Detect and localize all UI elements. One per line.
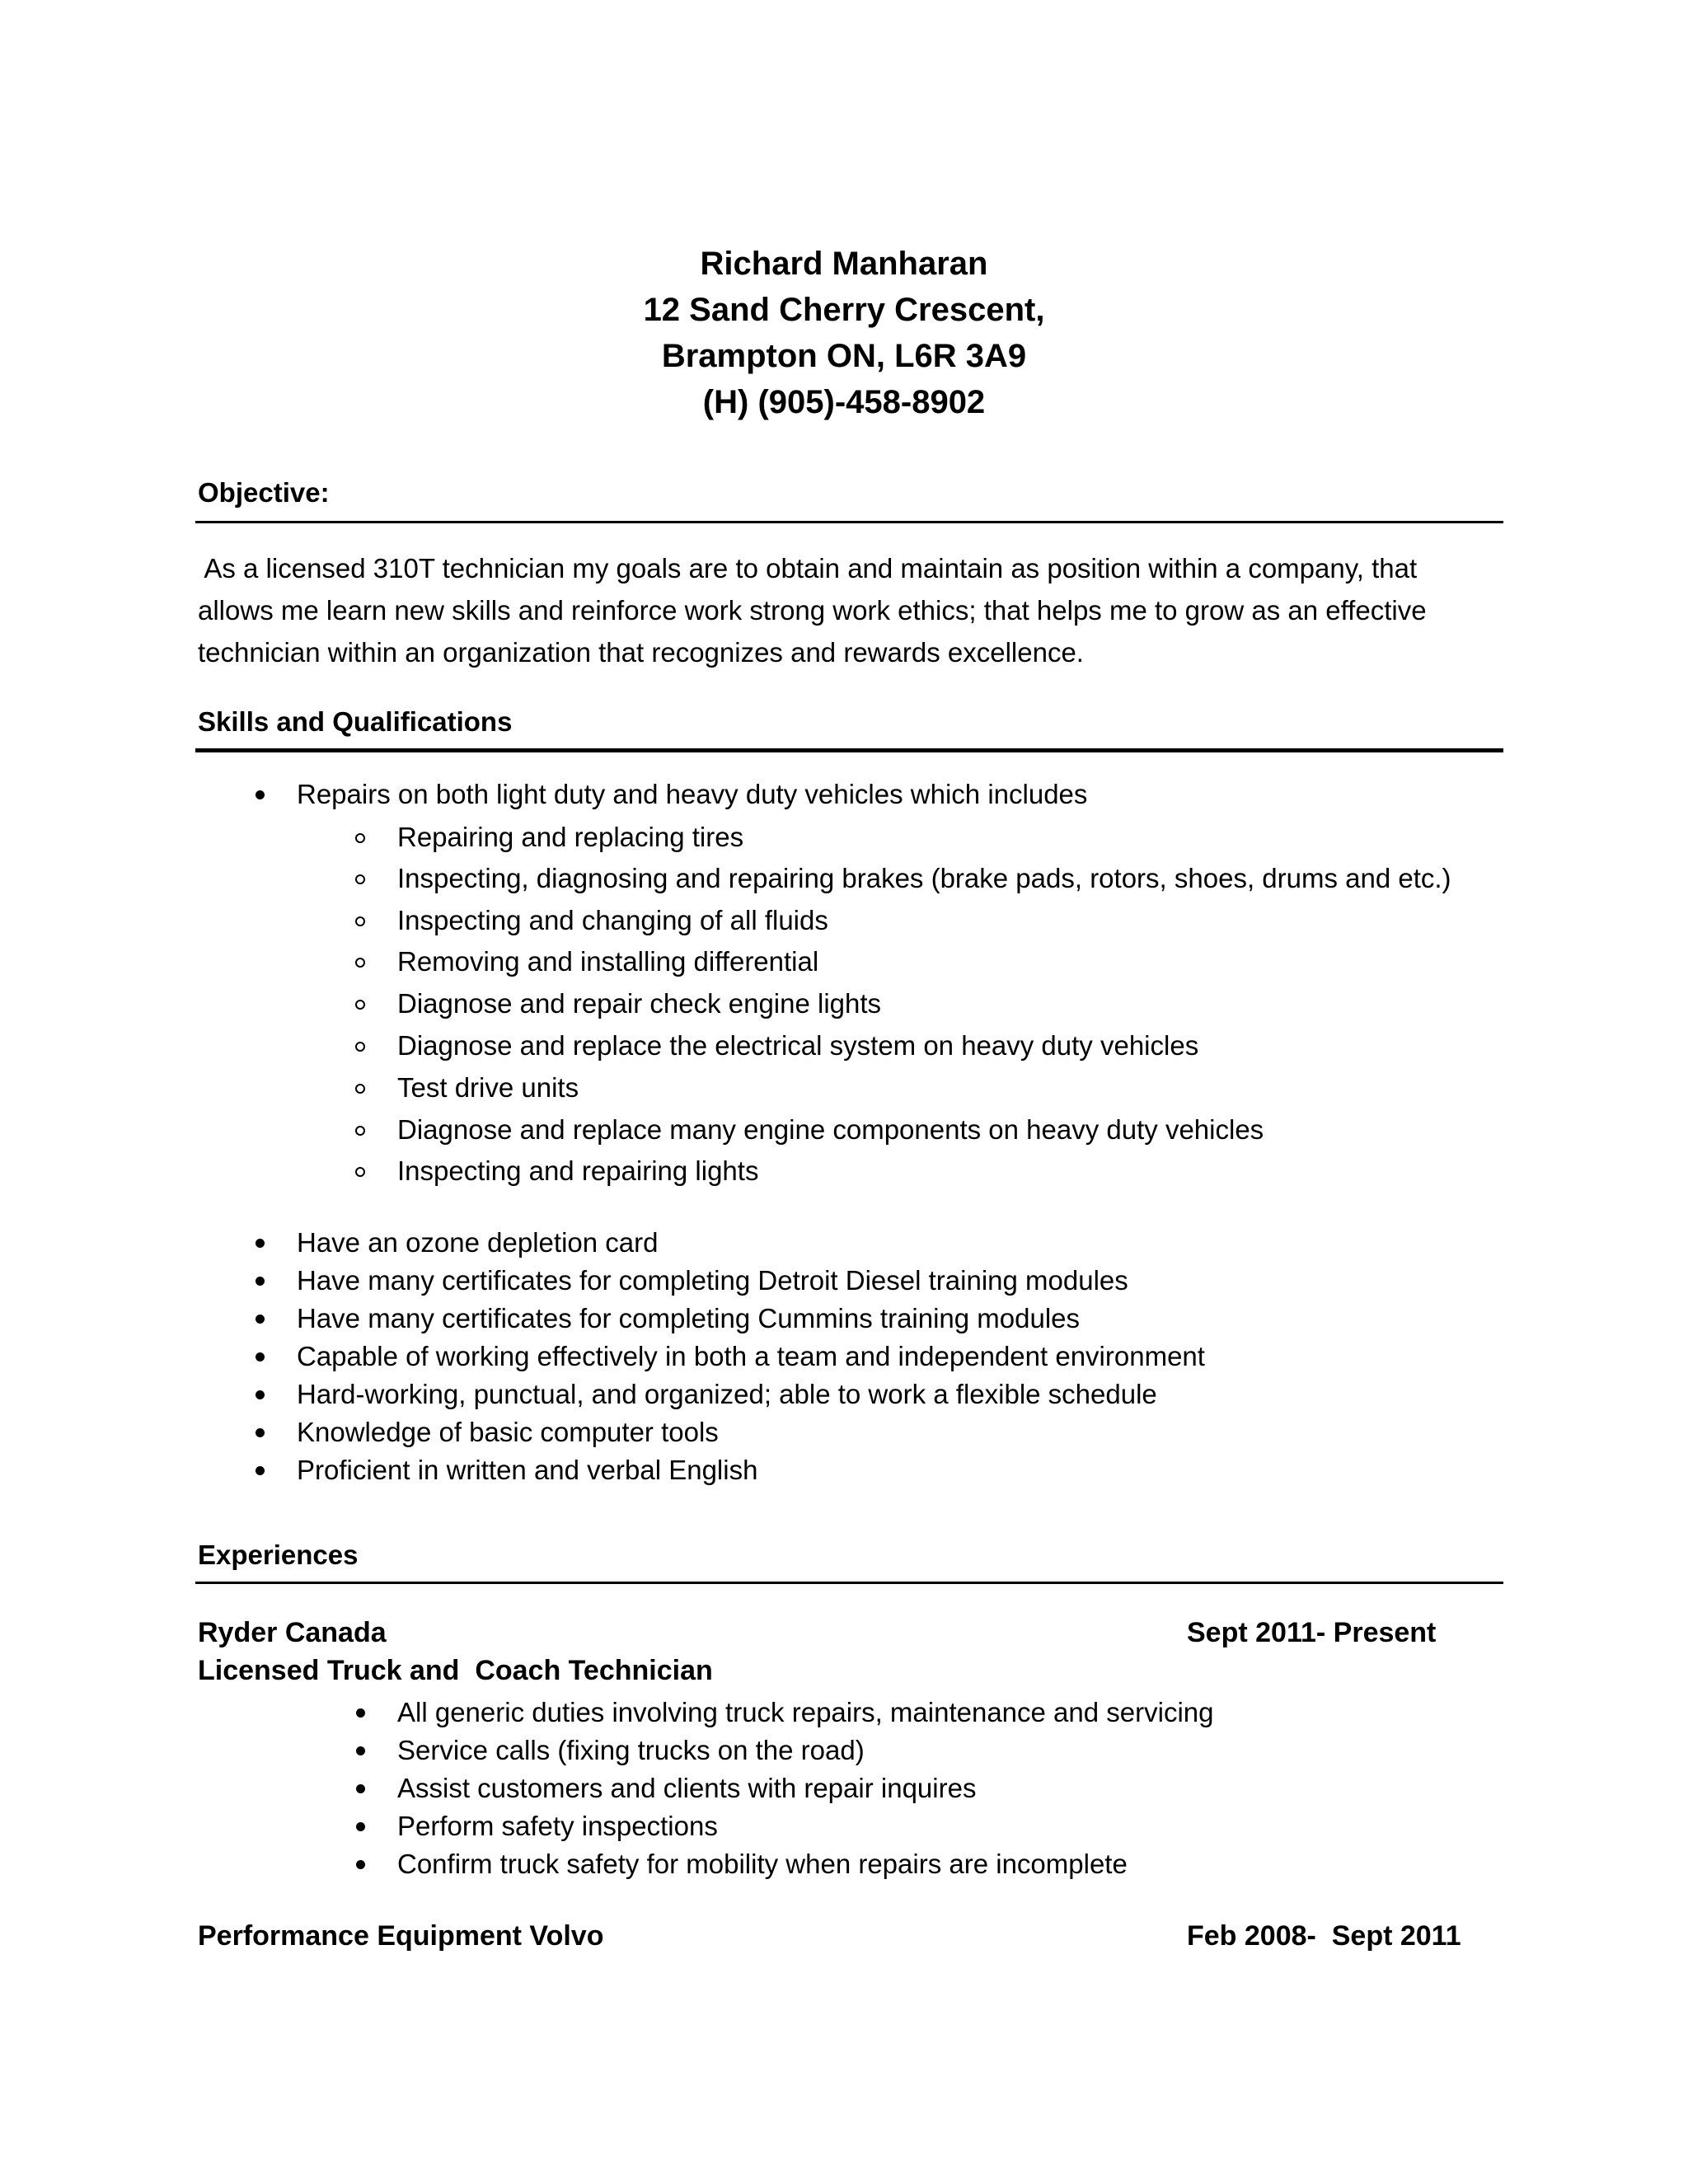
bullet-icon (256, 1428, 265, 1437)
job-dates: Feb 2008- Sept 2011 (1187, 1920, 1461, 1952)
address-line-2: Brampton ON, L6R 3A9 (661, 338, 1027, 374)
bullet-icon (256, 1277, 265, 1286)
job-company: Ryder Canada (198, 1617, 387, 1648)
circle-bullet-icon (355, 1000, 365, 1010)
bullet-icon (256, 790, 265, 799)
experiences-heading: Experiences (198, 1540, 359, 1570)
bullet-icon (256, 1466, 265, 1475)
bullet-icon (256, 1315, 265, 1324)
objective-paragraph (198, 547, 1508, 673)
skills-heading: Skills and Qualifications (198, 706, 513, 737)
circle-bullet-icon (355, 958, 365, 968)
objective-heading: Objective: (198, 477, 330, 508)
circle-bullet-icon (355, 1126, 365, 1136)
job-role: Licensed Truck and Coach Technician (198, 1655, 713, 1686)
bullet-icon (356, 1784, 365, 1793)
objective-line: technician within an organization that recognizes and rewards excellence. (198, 637, 1084, 668)
candidate-name: Richard Manharan (700, 246, 988, 282)
objective-line: As a licensed 310T technician my goals are to obtain and maintain as position within a company, that (198, 553, 1418, 583)
bullet-icon (356, 1860, 365, 1869)
objective-divider (195, 521, 1503, 523)
phone-number: (H) (905)-458-8902 (702, 384, 986, 420)
circle-bullet-icon (355, 833, 365, 843)
circle-bullet-icon (355, 874, 365, 884)
circle-bullet-icon (355, 916, 365, 926)
bullet-icon (256, 1352, 265, 1361)
bullet-icon (356, 1746, 365, 1755)
bullet-icon (356, 1708, 365, 1718)
circle-bullet-icon (355, 1084, 365, 1094)
circle-bullet-icon (355, 1167, 365, 1177)
resume-header (0, 241, 1688, 425)
address-line-1: 12 Sand Cherry Crescent, (643, 292, 1045, 328)
bullet-icon (256, 1239, 265, 1248)
bullet-icon (256, 1390, 265, 1399)
bullet-icon (356, 1822, 365, 1831)
job-dates: Sept 2011- Present (1187, 1617, 1437, 1648)
objective-line: allows me learn new skills and reinforce work strong work ethics; that helps me to grow as an effective (198, 595, 1427, 626)
resume-page: Richard Manharan 12 Sand Cherry Crescent, Brampton ON, L6R 3A9 (H) (905)-458-8902 Objective: As a licensed 310T technician my goals are to obtain and maintain as position within a company, that allows me learn new skills and reinforce work strong work ethics; that helps me to grow as an effective technician within an organization that recognizes and rewards excellence. Skills and Qualifications Repairs on both light duty and heavy duty vehicles which includes Repairing and replacing tires Inspecting, diagnosing and repairing brakes (brake pads, rotors, shoes, drums and etc.) Inspecting and changing of all fluids Removing and installing differential Diagnose and repair check engine lights Diagnose and replace the electrical system on heavy duty vehicles Test drive units Diagnose and replace many engine components on heavy duty vehicles Inspecting and repairing lights Have an ozone depletion card Have many certificates for completing Detroit Diesel training modules Have many certificates for completing Cummins training modules Capable of working effectively in both a team and independent environment Hard-working, punctual, and organized; able to work a flexible schedule Knowledge of basic computer tools Proficient in written and verbal English Experiences Ryder Canada Sept 2011- Present Licensed Truck and Coach Technician All generic duties involving truck repairs, maintenance and servicing Service calls (fixing trucks on the road) Assist customers and clients with repair inquires Perform safety inspections Confirm truck safety for mobility when repairs are incomplete Performance Equipment Volvo Feb 2008- Sept 2011 (0, 0, 1688, 2184)
circle-bullet-icon (355, 1042, 365, 1052)
job-company: Performance Equipment Volvo (198, 1920, 604, 1952)
experiences-divider (195, 1582, 1503, 1584)
skills-divider (195, 748, 1503, 752)
